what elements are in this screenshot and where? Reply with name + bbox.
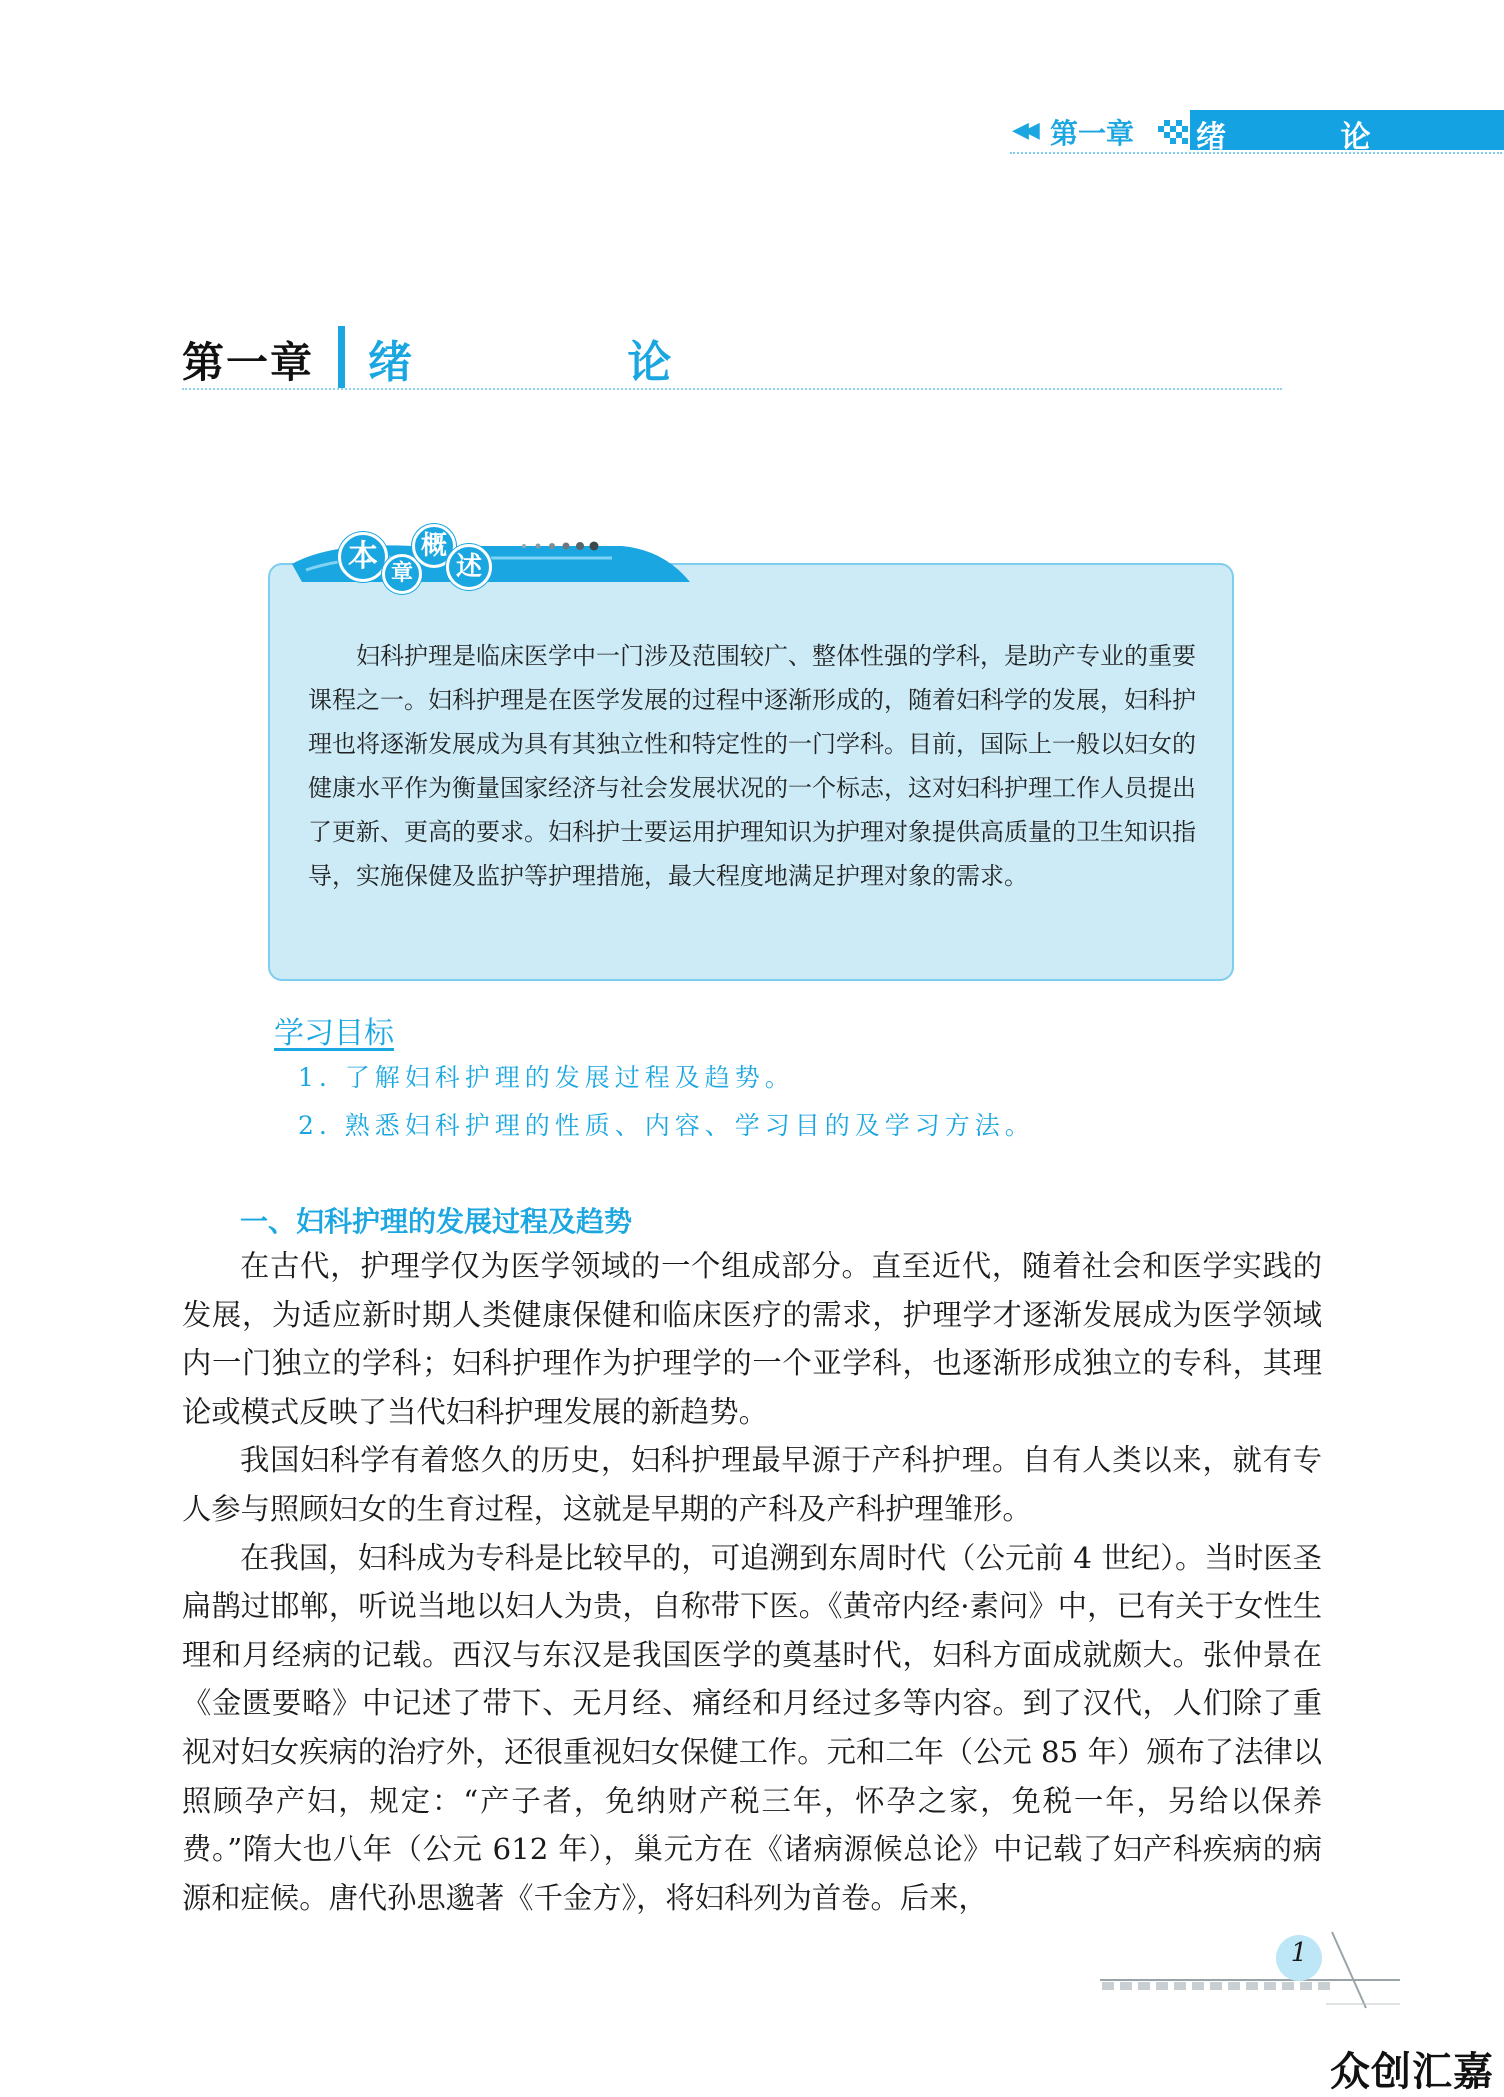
running-header bbox=[1010, 108, 1502, 154]
running-header-rule bbox=[1010, 152, 1502, 154]
page-number: 1 bbox=[1290, 1938, 1308, 1968]
double-left-arrow-icon: ◀◀ bbox=[1012, 118, 1034, 143]
body-paragraph: 在古代，护理学仅为医学领域的一个组成部分。直至近代，随着社会和医学实践的发展，为适应新时期人类健康保健和临床医疗的需求，护理学才逐渐发展成为医学领域内一门独立的学科；妇科护理作为护理学的一个亚学科，也逐渐形成独立的专科，其理论或模式反映了当代妇科护理发展的新趋势。 bbox=[182, 1249, 1322, 1429]
objectives-heading: 学习目标 bbox=[274, 1016, 394, 1051]
objective-item: 2. 熟悉妇科护理的性质、内容、学习目的及学习方法。 bbox=[298, 1111, 1035, 1140]
body-paragraph: 我国妇科学有着悠久的历史，妇科护理最早源于产科护理。自有人类以来，就有专人参与照顾妇女的生育过程，这就是早期的产科及产科护理雏形。 bbox=[182, 1443, 1322, 1526]
overview-tab-char: 概 bbox=[412, 524, 456, 568]
section-heading: 一、妇科护理的发展过程及趋势 bbox=[240, 1205, 633, 1238]
footer-decoration bbox=[1100, 1930, 1400, 2010]
checker-decoration-icon bbox=[1158, 116, 1194, 146]
running-header-chapter: 第一章 bbox=[1050, 117, 1135, 150]
chapter-title-divider bbox=[338, 326, 345, 388]
watermark: 众创汇嘉 bbox=[1330, 2049, 1494, 2095]
chapter-overview-text bbox=[308, 634, 1196, 898]
overview-tab-char: 述 bbox=[446, 544, 492, 590]
overview-tab-char: 本 bbox=[338, 532, 388, 582]
overview-paragraph: 妇科护理是临床医学中一门涉及范围较广、整体性强的学科，是助产专业的重要课程之一。妇科护理是在医学发展的过程中逐渐形成的，随着妇科学的发展，妇科护理也将逐渐发展成为具有其独立性和特定性的一门学科。目前，国际上一般以妇女的健康水平作为衡量国家经济与社会发展状况的一个标志，这对妇科护理工作人员提出了更新、更高的要求。妇科护士要运用护理知识为护理对象提供高质量的卫生知识指导，实施保健及监护等护理措施，最大程度地满足护理对象的需求。 bbox=[308, 642, 1196, 890]
body-paragraph: 在我国，妇科成为专科是比较早的，可追溯到东周时代（公元前 4 世纪）。当时医圣扁鹊过邯郸，听说当地以妇人为贵，自称带下医。《黄帝内经·素问》中，已有关于女性生理和月经病的记载。西汉与东汉是我国医学的奠基时代，妇科方面成就颇大。张仲景在《金匮要略》中记述了带下、无月经、痛经和月经过多等内容。到了汉代，人们除了重视对妇女疾病的治疗外，还很重视妇女保健工作。元和二年（公元 85 年）颁布了法律以照顾孕产妇，规定：“产子者，免纳财产税三年，怀孕之家，免税一年，另给以保养费。”隋大也八年（公元 612 年），巢元方在《诸病源候总论》中记载了妇产科疾病的病源和症候。唐代孙思邈著《千金方》，将妇科列为首卷。后来， bbox=[182, 1540, 1322, 1915]
overview-tab-char: 章 bbox=[382, 554, 422, 594]
chapter-overview-tab bbox=[292, 524, 690, 584]
chapter-number: 第一章 bbox=[182, 338, 315, 387]
objective-item: 1. 了解妇科护理的发展过程及趋势。 bbox=[298, 1063, 795, 1092]
chapter-title-rule bbox=[182, 388, 1282, 390]
chapter-title: 绪 论 bbox=[368, 337, 772, 388]
running-header-title: 绪 论 bbox=[1196, 120, 1423, 155]
section-body bbox=[182, 1242, 1322, 1922]
